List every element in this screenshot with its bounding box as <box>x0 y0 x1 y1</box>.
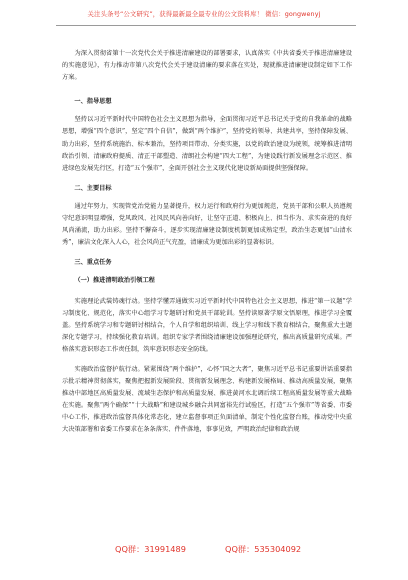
section-heading-main-goals: 二、主要目标 <box>74 184 112 192</box>
political-supervision-paragraph: 实施政治监督护航行动。紧紧围绕“两个维护”，心怀“国之大者”，聚焦习近平总书记重要讲话重要指示批示精神贯彻落实，聚焦把握新发展阶段、贯彻新发展理念、构建新发展格局、推动高质量发展，聚焦推动中部地区高质量发展、流域生态保护和高质量发展、推进黄河水北调后续工程高质量发展等重大战略在实施。聚焦“两个确保”“十大战略”和建设城乡融合共同富裕先行试验区，打造“五个强市”等省委、市委中心工作，推进政治监督具体化常态化，建立监督事项正负面清单，制定个性化监督台账，推动党中央重大决策部署和省委工作要求在条条落实、件件落地，事事见效，严明政治纪律和政治规 <box>62 365 352 434</box>
theory-armament-paragraph: 实施理论武装铸魂行动。坚持学懂弄通做实习近平新时代中国特色社会主义思想，推进“第一议题”学习制度化、规范化，落实中心组学习专题研讨和党员干部轮训。坚持读原著学原文悟原理，推进学习全覆盖。坚持系统学习和专题研讨相结合，个人自学和组织培训、线上学习和线下教育相结合，聚焦重大主题深化专题学习，持续强化教育培训。组织专家学者围绕清廉建设加强理论研究，推出高质量研究成果。严格落实意识形态工作责任制，筑牢意识形态安全防线。 <box>62 297 352 353</box>
header-divider <box>56 25 356 26</box>
guiding-ideology-paragraph: 坚持以习近平新时代中国特色社会主义思想为指导，全面贯彻习近平总书记关于党的自我革命的战略思想，增强“四个意识”，坚定“四个自信”，做到“两个维护”，坚持党的领导、共建共享，坚持保障发展、助力出彩，坚持系统施治、标本兼治，坚持项目带动、分类实施，以党的政治建设为统领，统筹推进清明政治引领、清廉政府提质、清正干部塑造、清朗社会构建“四大工程”，为建设践行新发展理念示范区、推进绿色发展先行区，打造“五个强市”，全面开创社会主义现代化建设新局面提供坚强保障。 <box>62 116 352 172</box>
main-goals-paragraph: 通过年努力，实现管党治党能力显著提升，权力运行和政府行为更加规范，党员干部和公职人员遵规守纪意识明显增强，党风政风、社风民风向善向好，让坚守正道、积极向上、担当作为、求实奋进的良好风尚涌流，助力出彩。坚持不懈奋斗，逐步实现清廉建设制度机制更加成熟定型，政治生态更加“山清水秀”，廉洁文化深入人心，社会风尚正气充盈，清廉成为更加出彩的显著标识。 <box>62 202 352 247</box>
subsection-heading-political-guidance: （一）推进清明政治引领工程 <box>74 277 155 285</box>
intro-paragraph: 为深入贯彻省第十一次党代会关于推进清廉建设的部署要求，认真落实《中共省委关于推进清廉建设的实施意见》，有力推动市第八次党代会关于建设清廉的要求落在实处，现就推进清廉建设制定如下工作方案。 <box>62 50 352 82</box>
document-body <box>62 48 352 445</box>
promo-banner: 关注头条号“公文研究”，获得最新最全最专业的公文资料库！ 微信：gongwenyj <box>87 10 321 18</box>
section-heading-guiding-ideology: 一、指导思想 <box>74 98 112 106</box>
section-heading-key-tasks: 三、重点任务 <box>74 259 112 267</box>
footer-contact <box>0 544 408 558</box>
qq-group-2: QQ群：535304092 <box>225 544 302 554</box>
qq-group-1: QQ群：31991489 <box>115 544 186 554</box>
